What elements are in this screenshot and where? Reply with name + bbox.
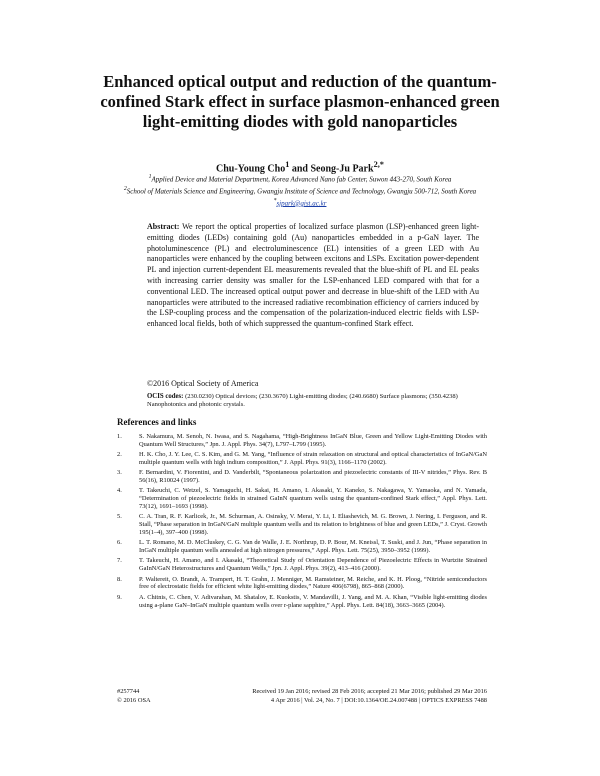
reference-list [117, 433, 487, 612]
reference-number: 7. [117, 557, 122, 565]
reference-item [117, 469, 487, 485]
reference-item [117, 594, 487, 610]
email-link[interactable]: sjpark@gist.ac.kr [276, 198, 327, 207]
journal-citation: 4 Apr 2016 | Vol. 24, No. 7 | DOI:10.1364/OE.24.007488 | OPTICS EXPRESS 7488 [270, 697, 487, 704]
author-name: Seong-Ju Park [310, 163, 374, 175]
reference-number: 5. [117, 513, 122, 521]
ocis-codes [147, 393, 481, 409]
reference-number: 4. [117, 487, 122, 495]
abstract [147, 222, 479, 330]
footer-row-bottom [117, 696, 487, 705]
footer-copyright: © 2016 OSA [117, 697, 151, 704]
received-dates: Received 19 Jan 2016; revised 28 Feb 2016; accepted 21 Mar 2016; published 29 Mar 2016 [252, 688, 487, 695]
reference-number: 6. [117, 539, 122, 547]
affiliations [110, 173, 490, 208]
abstract-text: We report the optical properties of localized surface plasmon (LSP)-enhanced green light-emitting diodes (LEDs) containing gold (Au) nanoparticles embedded in a p-GaN layer. The photoluminescence (PL) and electroluminescence (EL) intensities of a green LED with Au nanoparticles were enhanced by the coupling between excitons and LSPs. Excitation power-dependent PL and injection current-dependent EL measurements revealed that the blue-shift of PL and EL peaks with increasing carrier density was smaller for the LSP-enhanced LED compared with that for a conventional LED. The increased optical output power and decrease in blue-shift of the LED with Au nanoparticles were attributed to the increased radiative recombination efficiency of carriers induced by the LSP-coupling process and the compensation of the polarization-induced electric fields with LSP-enhanced local fields, both of which suppressed the quantum-confined Stark effect. [147, 222, 479, 329]
reference-number: 8. [117, 575, 122, 583]
reference-item [117, 433, 487, 449]
page-footer [117, 687, 487, 705]
reference-number: 1. [117, 433, 122, 440]
reference-number: 9. [117, 593, 122, 601]
manuscript-id: #257744 [117, 688, 140, 695]
reference-number: 3. [117, 469, 122, 477]
reference-item [117, 576, 487, 592]
references-heading: References and links [117, 417, 197, 427]
reference-item [117, 557, 487, 573]
reference-item [117, 451, 487, 467]
author-superscript: 1 [285, 160, 290, 169]
reference-text: L. T. Romano, M. D. McCluskey, C. G. Van de Walle, J. E. Northrup, D. P. Bour, M. Kneissl, T. Suski, and J. Jun, “Phase separation in InGaN multiple quantum wells annealed at high nitrogen pressures,” Appl. Phys. Lett. 75(25), 3950–3952 (1999). [139, 539, 487, 555]
affiliation-2: $^2$School of Materials Science and Engineering, Gwangju Institute of Science and Technology, Gwangju 500-712, South Korea [123, 185, 477, 196]
author-superscript: 2,* [373, 160, 384, 169]
author-joiner: and [289, 163, 311, 175]
reference-text: T. Takeuchi, C. Wetzel, S. Yamaguchi, H. Sakai, H. Amano, I. Akasaki, Y. Kaneko, S. Nakagawa, Y. Yamaoka, and N. Yamada, “Determination of piezoelectric fields in strained GaInN quantum wells using the quantum-confined Stark effect,” Appl. Phys. Lett. 73(12), 1691–1693 (1998). [139, 487, 487, 511]
reference-item [117, 487, 487, 511]
author-name: Chu-Young Cho [216, 163, 286, 175]
reference-text: S. Nakamura, M. Senoh, N. Iwasa, and S. Nagahama, “High-Brightness InGaN Blue, Green and Yellow Light-Emitting Diodes with Quantum Well Structures,” Jpn. J. Appl. Phys. 34(7), L797–L799 (1995). [139, 433, 487, 448]
ocis-text: (230.0230) Optical devices; (230.3670) Light-emitting diodes; (240.6680) Surface plasmons; (350.4238) Nanophotonics and photonic crystals. [147, 393, 458, 408]
reference-number: 2. [117, 451, 122, 459]
affiliation-1: $^1$Applied Device and Material Department, Korea Advanced Nano fab Center, Suwon 443-270, South Korea [148, 174, 452, 184]
reference-item [117, 539, 487, 555]
reference-text: F. Bernardini, V. Fiorentini, and D. Vanderbilt, “Spontaneous polarization and piezoelectric constants of III-V nitrides,” Phys. Rev. B 56(16), R10024 (1997). [139, 469, 487, 485]
ocis-label: OCIS codes: [147, 393, 184, 400]
footer-row-top [117, 687, 487, 696]
corresponding-email: *sjpark@gist.ac.kr [273, 197, 327, 207]
reference-text: P. Waltereit, O. Brandt, A. Trampert, H. T. Grahn, J. Menniger, M. Ramsteiner, M. Reiche, and K. H. Ploog, “Nitride semiconductors free of electrostatic fields for efficient white light-emitting diodes,” Nature 406(6798), 865–868 (2000). [139, 575, 487, 591]
paper-title: Enhanced optical output and reduction of the quantum-confined Stark effect in surface plasmon-enhanced green light-emitting diodes with gold nanoparticles [100, 72, 500, 131]
reference-text: H. K. Cho, J. Y. Lee, C. S. Kim, and G. M. Yang, “Influence of strain relaxation on structural and optical characteristics of InGaN/GaN multiple quantum wells with high indium composition,” J. Appl. Phys. 91(3), 1166–1170 (2002). [139, 451, 487, 467]
reference-text: C. A. Tran, R. F. Karlicek, Jr., M. Schurman, A. Osinsky, V. Merai, Y. Li, I. Eliashevich, M. G. Brown, J. Nering, I. Ferguson, and R. Stall, “Phase separation in InGaN/GaN multiple quantum wells and its relation to brightness of blue and green LEDs,” J. Cryst. Growth 195(1–4), 397–400 (1998). [139, 513, 487, 537]
abstract-label: Abstract: [147, 222, 180, 231]
reference-text: A. Chitnis, C. Chen, V. Adivarahan, M. Shatalov, E. Kuokstis, V. Mandavilli, J. Yang, and M. A. Khan, “Visible light-emitting diodes using a-plane GaN–InGaN multiple quantum wells over r-plane sapphire,” Appl. Phys. Lett. 84(18), 3663–3665 (2004). [139, 593, 487, 609]
reference-item [117, 513, 487, 537]
copyright-notice: ©2016 Optical Society of America [147, 379, 259, 388]
reference-text: T. Takeuchi, H. Amano, and I. Akasaki, “Theoretical Study of Orientation Dependence of Piezoelectric Effects in Wurtzite Strained GaInN/GaN Heterostructures and Quantum Wells,” Jpn. J. Appl. Phys. 39(2), 413–416 (2000). [139, 557, 487, 573]
